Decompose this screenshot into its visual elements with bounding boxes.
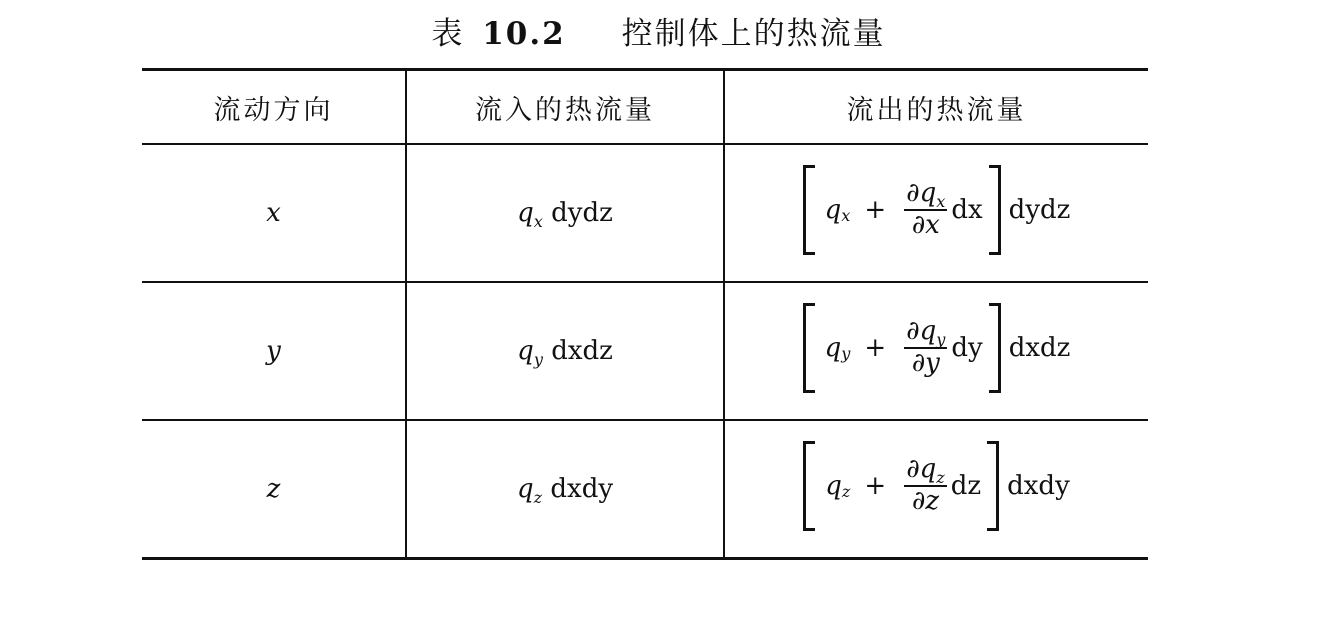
inflow-cell	[406, 282, 724, 420]
outflow-diff: dxdy	[1007, 470, 1070, 501]
header-direction: 流动方向	[142, 70, 406, 145]
table-row	[142, 144, 1148, 282]
right-bracket	[987, 441, 999, 531]
inflow-diff: dxdz	[551, 336, 613, 366]
left-bracket	[803, 165, 815, 255]
numerator-sub: z	[936, 467, 945, 487]
outflow-expression	[803, 303, 1071, 393]
fraction-numerator	[904, 318, 947, 348]
outflow-expression	[803, 165, 1071, 255]
inflow-diff: dydz	[551, 198, 613, 228]
inflow-q: q	[517, 336, 534, 366]
inflow-q: q	[517, 198, 534, 228]
partial-fraction	[904, 456, 947, 515]
caption-label: 表	[431, 16, 465, 52]
right-bracket	[989, 165, 1001, 255]
outflow-q: q	[825, 470, 842, 501]
header-row	[142, 70, 1148, 145]
inflow-sub: z	[533, 487, 543, 507]
outflow-cell	[724, 282, 1148, 420]
outflow-q: q	[824, 332, 842, 363]
plus-sign: +	[864, 470, 887, 501]
outflow-dx: dz	[950, 470, 982, 501]
numerator-dq: ∂q	[906, 316, 937, 347]
outflow-expression	[803, 441, 1070, 531]
right-bracket	[989, 303, 1001, 393]
header-outflow: 流出的热流量	[724, 70, 1148, 145]
outflow-sub: x	[841, 205, 851, 225]
direction-cell: x	[142, 144, 406, 282]
heat-flow-table	[142, 68, 1148, 560]
outflow-cell	[724, 144, 1148, 282]
plus-sign: +	[864, 332, 887, 363]
fraction-numerator	[904, 180, 947, 210]
table-row	[142, 420, 1148, 559]
header-inflow: 流入的热流量	[406, 70, 724, 145]
left-bracket	[803, 441, 815, 531]
direction-cell: y	[142, 282, 406, 420]
outflow-diff: dydz	[1008, 194, 1071, 225]
outflow-sub: y	[841, 343, 851, 363]
outflow-q: q	[824, 194, 842, 225]
outflow-dx: dx	[951, 194, 983, 225]
table-row	[142, 282, 1148, 420]
numerator-sub: x	[936, 191, 946, 211]
inflow-cell	[406, 144, 724, 282]
inflow-q: q	[516, 474, 534, 504]
inflow-sub: y	[533, 349, 543, 369]
fraction-denominator: ∂x	[911, 209, 940, 240]
outflow-dx: dy	[951, 332, 983, 363]
numerator-dq: ∂q	[906, 454, 937, 485]
fraction-numerator	[904, 456, 947, 486]
numerator-sub: y	[936, 329, 946, 349]
partial-fraction	[904, 318, 947, 377]
inflow-sub: x	[533, 211, 543, 231]
outflow-diff: dxdz	[1008, 332, 1071, 363]
direction-cell: z	[142, 420, 406, 559]
fraction-denominator: ∂z	[911, 485, 940, 516]
numerator-dq: ∂q	[906, 178, 937, 209]
inflow-cell	[406, 420, 724, 559]
caption-title: 控制体上的热流量	[621, 16, 886, 52]
outflow-cell	[724, 420, 1148, 559]
caption-number: 10.2	[482, 16, 566, 52]
partial-fraction	[904, 180, 947, 239]
outflow-sub: z	[841, 481, 851, 501]
left-bracket	[803, 303, 815, 393]
plus-sign: +	[864, 194, 887, 225]
table-caption	[0, 8, 1317, 53]
fraction-denominator: ∂y	[911, 347, 940, 378]
inflow-diff: dxdy	[550, 474, 614, 504]
